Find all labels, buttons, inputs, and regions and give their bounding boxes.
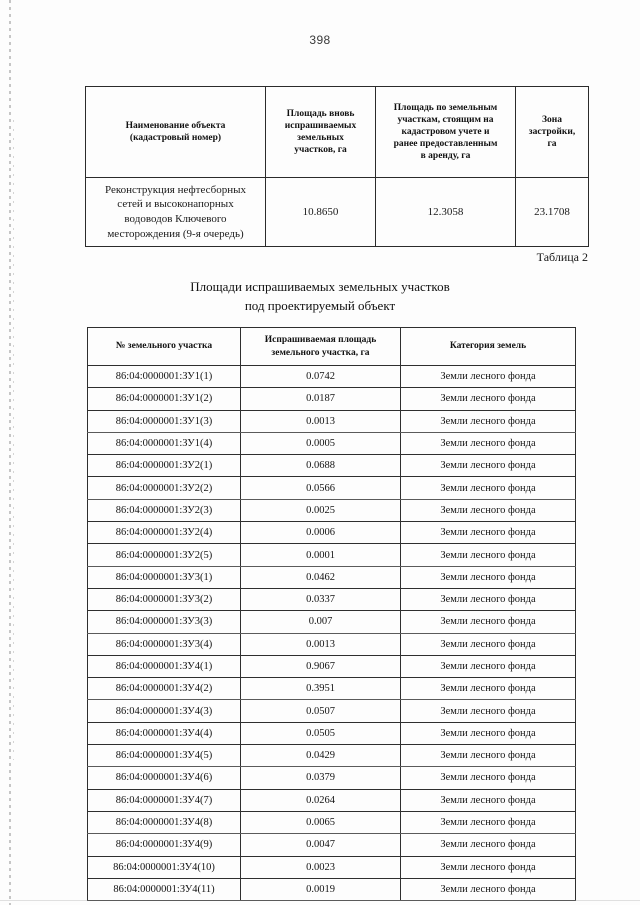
cell-land-category: Земли лесного фонда bbox=[401, 700, 576, 722]
cell-requested-area: 0.0047 bbox=[241, 834, 401, 856]
cell-parcel-number: 86:04:0000001:ЗУ2(4) bbox=[88, 522, 241, 544]
table-row bbox=[88, 678, 576, 700]
cell-parcel-number: 86:04:0000001:ЗУ1(1) bbox=[88, 366, 241, 388]
table-2-caption bbox=[0, 278, 640, 316]
object-name-line: сетей и высоконапорных bbox=[117, 198, 234, 211]
cell-requested-area: 0.0264 bbox=[241, 789, 401, 811]
header-line: га bbox=[547, 139, 557, 150]
cell-parcel-number: 86:04:0000001:ЗУ4(3) bbox=[88, 700, 241, 722]
object-areas-table bbox=[85, 86, 589, 247]
cell-land-category: Земли лесного фонда bbox=[401, 633, 576, 655]
cell-new-area: 10.8650 bbox=[266, 178, 376, 247]
cell-requested-area: 0.0013 bbox=[241, 633, 401, 655]
cell-requested-area: 0.0379 bbox=[241, 767, 401, 789]
cell-build-zone: 23.1708 bbox=[516, 178, 589, 247]
header-line: Наименование объекта bbox=[125, 120, 226, 131]
cell-land-category: Земли лесного фонда bbox=[401, 611, 576, 633]
cell-parcel-number: 86:04:0000001:ЗУ4(9) bbox=[88, 834, 241, 856]
table-row bbox=[88, 522, 576, 544]
table-row bbox=[88, 878, 576, 900]
cell-requested-area: 0.0025 bbox=[241, 499, 401, 521]
cell-cadastral-area: 12.3058 bbox=[376, 178, 516, 247]
cell-land-category: Земли лесного фонда bbox=[401, 655, 576, 677]
cell-land-category: Земли лесного фонда bbox=[401, 566, 576, 588]
cell-requested-area: 0.0019 bbox=[241, 878, 401, 900]
cell-parcel-number: 86:04:0000001:ЗУ2(1) bbox=[88, 455, 241, 477]
header-line: ранее предоставленным bbox=[393, 139, 498, 150]
cell-parcel-number: 86:04:0000001:ЗУ1(2) bbox=[88, 388, 241, 410]
table-row bbox=[88, 745, 576, 767]
cell-requested-area: 0.0337 bbox=[241, 588, 401, 610]
table-row bbox=[88, 566, 576, 588]
cell-land-category: Земли лесного фонда bbox=[401, 544, 576, 566]
header-line: кадастровом учете и bbox=[401, 126, 490, 137]
cell-parcel-number: 86:04:0000001:ЗУ3(1) bbox=[88, 566, 241, 588]
table-row bbox=[88, 388, 576, 410]
cell-land-category: Земли лесного фонда bbox=[401, 588, 576, 610]
column-header-new-area bbox=[266, 87, 376, 178]
scan-artifact-left-edge bbox=[9, 0, 11, 905]
table-row bbox=[88, 856, 576, 878]
header-line: Площадь вновь bbox=[286, 108, 355, 119]
table-row bbox=[88, 655, 576, 677]
cell-parcel-number: 86:04:0000001:ЗУ4(10) bbox=[88, 856, 241, 878]
cell-land-category: Земли лесного фонда bbox=[401, 767, 576, 789]
table-row bbox=[88, 410, 576, 432]
cell-land-category: Земли лесного фонда bbox=[401, 432, 576, 454]
header-line: Площадь по земельным bbox=[393, 102, 498, 113]
header-line: в аренду, га bbox=[420, 151, 471, 162]
header-line: земельных bbox=[297, 133, 344, 143]
cell-land-category: Земли лесного фонда bbox=[401, 499, 576, 521]
header-line: испрашиваемых bbox=[284, 120, 357, 131]
table-row bbox=[86, 178, 589, 247]
table-2-label: Таблица 2 bbox=[536, 250, 588, 264]
table-header-row bbox=[86, 87, 589, 178]
cell-land-category: Земли лесного фонда bbox=[401, 722, 576, 744]
cell-requested-area: 0.0505 bbox=[241, 722, 401, 744]
cell-requested-area: 0.0688 bbox=[241, 455, 401, 477]
table-row bbox=[88, 455, 576, 477]
cell-parcel-number: 86:04:0000001:ЗУ2(5) bbox=[88, 544, 241, 566]
cell-land-category: Земли лесного фонда bbox=[401, 522, 576, 544]
cell-land-category: Земли лесного фонда bbox=[401, 745, 576, 767]
table-row bbox=[88, 633, 576, 655]
header-line: застройки, bbox=[528, 126, 576, 137]
table-row bbox=[88, 544, 576, 566]
cell-parcel-number: 86:04:0000001:ЗУ4(2) bbox=[88, 678, 241, 700]
column-header-cadastral-area bbox=[376, 87, 516, 178]
page-number: 398 bbox=[309, 33, 331, 47]
cell-land-category: Земли лесного фонда bbox=[401, 455, 576, 477]
table-row bbox=[88, 722, 576, 744]
cell-object-name bbox=[86, 178, 266, 247]
cell-land-category: Земли лесного фонда bbox=[401, 856, 576, 878]
table-row bbox=[88, 811, 576, 833]
cell-land-category: Земли лесного фонда bbox=[401, 834, 576, 856]
table-row bbox=[88, 789, 576, 811]
header-line: (кадастровый номер) bbox=[129, 133, 222, 143]
cell-parcel-number: 86:04:0000001:ЗУ2(2) bbox=[88, 477, 241, 499]
cell-parcel-number: 86:04:0000001:ЗУ4(11) bbox=[88, 878, 241, 900]
header-line: земельного участка, га bbox=[271, 347, 370, 358]
header-line: участков, га bbox=[294, 145, 347, 156]
column-header-object-name bbox=[86, 87, 266, 178]
header-line: Испрашиваемая площадь bbox=[264, 335, 377, 346]
cell-requested-area: 0.0023 bbox=[241, 856, 401, 878]
table-header-row bbox=[88, 328, 576, 366]
cell-parcel-number: 86:04:0000001:ЗУ4(8) bbox=[88, 811, 241, 833]
cell-requested-area: 0.0065 bbox=[241, 811, 401, 833]
cell-parcel-number: 86:04:0000001:ЗУ4(5) bbox=[88, 745, 241, 767]
cell-requested-area: 0.0001 bbox=[241, 544, 401, 566]
cell-parcel-number: 86:04:0000001:ЗУ4(7) bbox=[88, 789, 241, 811]
scan-artifact-left-edge-secondary bbox=[13, 120, 14, 760]
cell-requested-area: 0.0429 bbox=[241, 745, 401, 767]
cell-requested-area: 0.0566 bbox=[241, 477, 401, 499]
table-row bbox=[88, 700, 576, 722]
column-header-requested-area bbox=[241, 328, 401, 366]
table-row bbox=[88, 588, 576, 610]
cell-land-category: Земли лесного фонда bbox=[401, 388, 576, 410]
cell-land-category: Земли лесного фонда bbox=[401, 366, 576, 388]
cell-requested-area: 0.3951 bbox=[241, 678, 401, 700]
cell-parcel-number: 86:04:0000001:ЗУ4(6) bbox=[88, 767, 241, 789]
cell-parcel-number: 86:04:0000001:ЗУ2(3) bbox=[88, 499, 241, 521]
caption-line: Площади испрашиваемых земельных участков bbox=[190, 279, 450, 294]
cell-parcel-number: 86:04:0000001:ЗУ3(3) bbox=[88, 611, 241, 633]
cell-land-category: Земли лесного фонда bbox=[401, 678, 576, 700]
table-row bbox=[88, 477, 576, 499]
cell-parcel-number: 86:04:0000001:ЗУ4(4) bbox=[88, 722, 241, 744]
column-header-build-zone bbox=[516, 87, 589, 178]
cell-requested-area: 0.0006 bbox=[241, 522, 401, 544]
cell-parcel-number: 86:04:0000001:ЗУ3(4) bbox=[88, 633, 241, 655]
column-header-land-category: Категория земель bbox=[401, 328, 576, 366]
table-row bbox=[88, 834, 576, 856]
cell-land-category: Земли лесного фонда bbox=[401, 878, 576, 900]
parcel-areas-table bbox=[87, 327, 576, 901]
table-row bbox=[88, 499, 576, 521]
cell-requested-area: 0.0187 bbox=[241, 388, 401, 410]
cell-parcel-number: 86:04:0000001:ЗУ3(2) bbox=[88, 588, 241, 610]
header-line: Зона bbox=[542, 114, 562, 125]
table-row bbox=[88, 767, 576, 789]
cell-land-category: Земли лесного фонда bbox=[401, 811, 576, 833]
parcel-rows bbox=[88, 366, 576, 901]
object-name-line: Реконструкция нефтесборных bbox=[104, 183, 247, 196]
cell-parcel-number: 86:04:0000001:ЗУ4(1) bbox=[88, 655, 241, 677]
header-line: участкам, стоящим на bbox=[397, 114, 494, 125]
cell-requested-area: 0.007 bbox=[241, 611, 401, 633]
column-header-parcel-number: № земельного участка bbox=[88, 328, 241, 366]
cell-requested-area: 0.0742 bbox=[241, 366, 401, 388]
cell-requested-area: 0.0507 bbox=[241, 700, 401, 722]
object-name-line: водоводов Ключевого bbox=[124, 213, 227, 225]
cell-land-category: Земли лесного фонда bbox=[401, 789, 576, 811]
table-row bbox=[88, 432, 576, 454]
table-row bbox=[88, 611, 576, 633]
cell-parcel-number: 86:04:0000001:ЗУ1(3) bbox=[88, 410, 241, 432]
cell-land-category: Земли лесного фонда bbox=[401, 477, 576, 499]
cell-requested-area: 0.9067 bbox=[241, 655, 401, 677]
cell-requested-area: 0.0013 bbox=[241, 410, 401, 432]
cell-land-category: Земли лесного фонда bbox=[401, 410, 576, 432]
cell-requested-area: 0.0005 bbox=[241, 432, 401, 454]
table-row bbox=[88, 366, 576, 388]
object-name-line: месторождения (9-я очередь) bbox=[107, 227, 244, 240]
cell-parcel-number: 86:04:0000001:ЗУ1(4) bbox=[88, 432, 241, 454]
cell-requested-area: 0.0462 bbox=[241, 566, 401, 588]
caption-line: под проектируемый объект bbox=[244, 297, 396, 313]
